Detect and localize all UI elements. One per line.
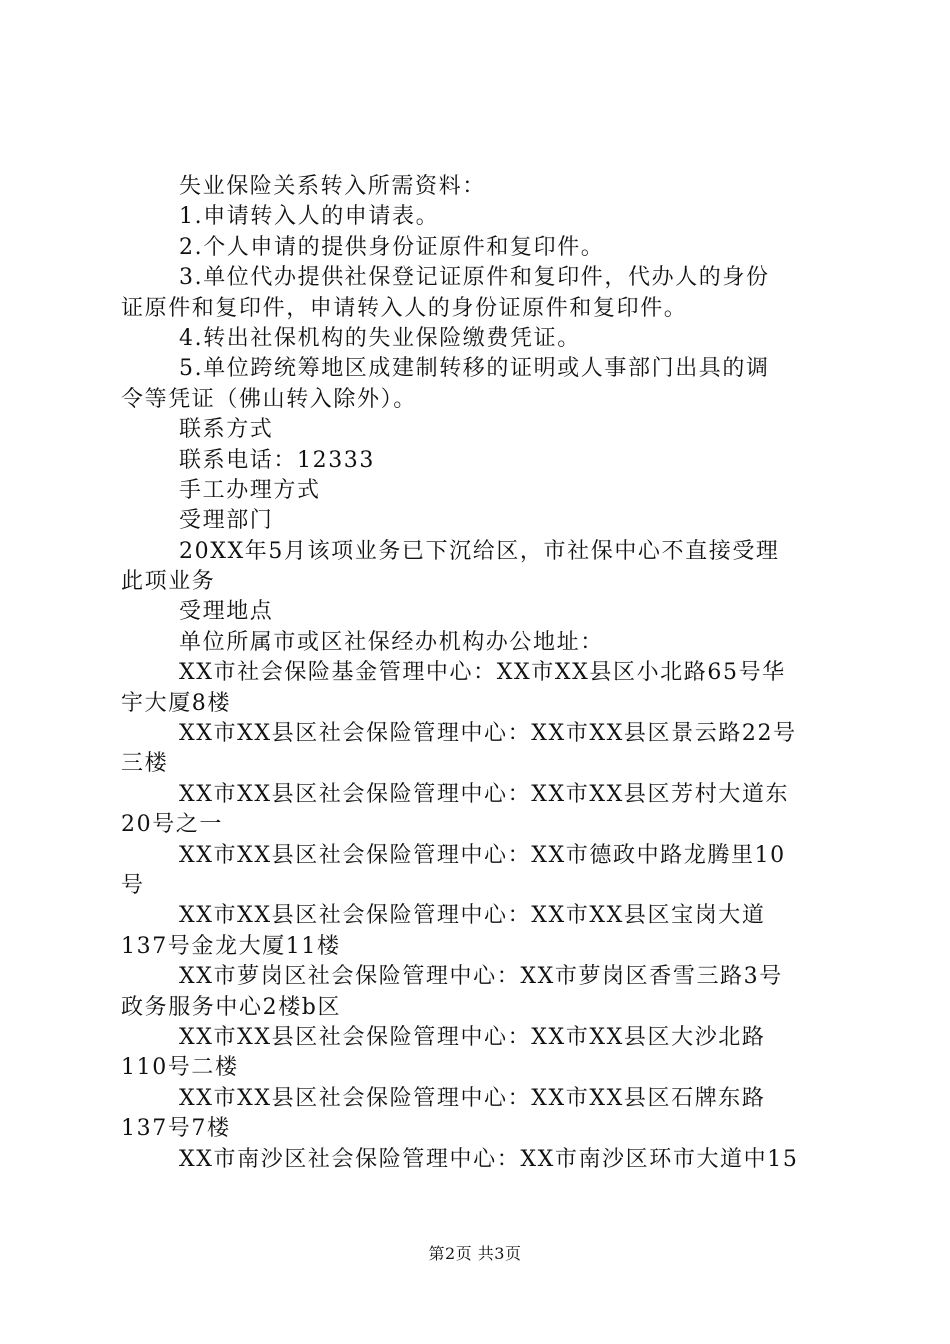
text-line: XX市南沙区社会保险管理中心：XX市南沙区环市大道中15: [179, 1146, 799, 1172]
text-line: XX市XX县区社会保险管理中心：XX市德政中路龙腾里10: [179, 842, 786, 868]
text-line: 政务服务中心2楼b区: [121, 994, 342, 1020]
text-line: 证原件和复印件，申请转入人的身份证原件和复印件。: [121, 295, 688, 321]
text-line: XX市萝岗区社会保险管理中心：XX市萝岗区香雪三路3号: [179, 964, 783, 990]
text-line: XX市XX县区社会保险管理中心：XX市XX县区石牌东路: [179, 1085, 766, 1111]
text-line: 三楼: [121, 751, 169, 777]
text-line: XX市XX县区社会保险管理中心：XX市XX县区宝岗大道: [179, 903, 766, 929]
document-body: [121, 172, 831, 1175]
text-line: 单位所属市或区社保经办机构办公地址：: [179, 629, 604, 655]
text-line: 20号之一: [121, 812, 223, 838]
text-line: 令等凭证（佛山转入除外）。: [121, 386, 417, 412]
text-line: 失业保险关系转入所需资料：: [179, 174, 486, 199]
text-line: 20XX年5月该项业务已下沉给区，市社保中心不直接受理: [179, 538, 780, 564]
text-line: 联系电话：12333: [179, 447, 375, 473]
text-line: 号: [121, 872, 145, 898]
text-line: 3.单位代办提供社保登记证原件和复印件，代办人的身份: [179, 265, 770, 291]
text-line: 受理部门: [179, 508, 274, 534]
text-line: 1.申请转入人的申请表。: [179, 204, 440, 230]
text-line: 137号7楼: [121, 1116, 231, 1142]
text-line: XX市社会保险基金管理中心：XX市XX县区小北路65号华: [179, 660, 786, 686]
text-line: 联系方式: [179, 417, 274, 443]
text-line: XX市XX县区社会保险管理中心：XX市XX县区大沙北路: [179, 1024, 766, 1050]
text-line: 手工办理方式: [179, 477, 321, 503]
text-line: 宇大厦8楼: [121, 690, 231, 716]
text-line: 4.转出社保机构的失业保险缴费凭证。: [179, 325, 581, 351]
text-line: 受理地点: [179, 599, 274, 625]
text-line: XX市XX县区社会保险管理中心：XX市XX县区芳村大道东: [179, 781, 790, 807]
text-line: 2.个人申请的提供身份证原件和复印件。: [179, 234, 605, 260]
text-line: 110号二楼: [121, 1055, 239, 1081]
text-line: 5.单位跨统筹地区成建制转移的证明或人事部门出具的调: [179, 356, 770, 382]
text-line: 此项业务: [121, 569, 216, 595]
text-line: 137号金龙大厦11楼: [121, 933, 341, 959]
text-line: XX市XX县区社会保险管理中心：XX市XX县区景云路22号: [179, 721, 797, 747]
page-footer: 第2页 共3页: [428, 1244, 522, 1263]
